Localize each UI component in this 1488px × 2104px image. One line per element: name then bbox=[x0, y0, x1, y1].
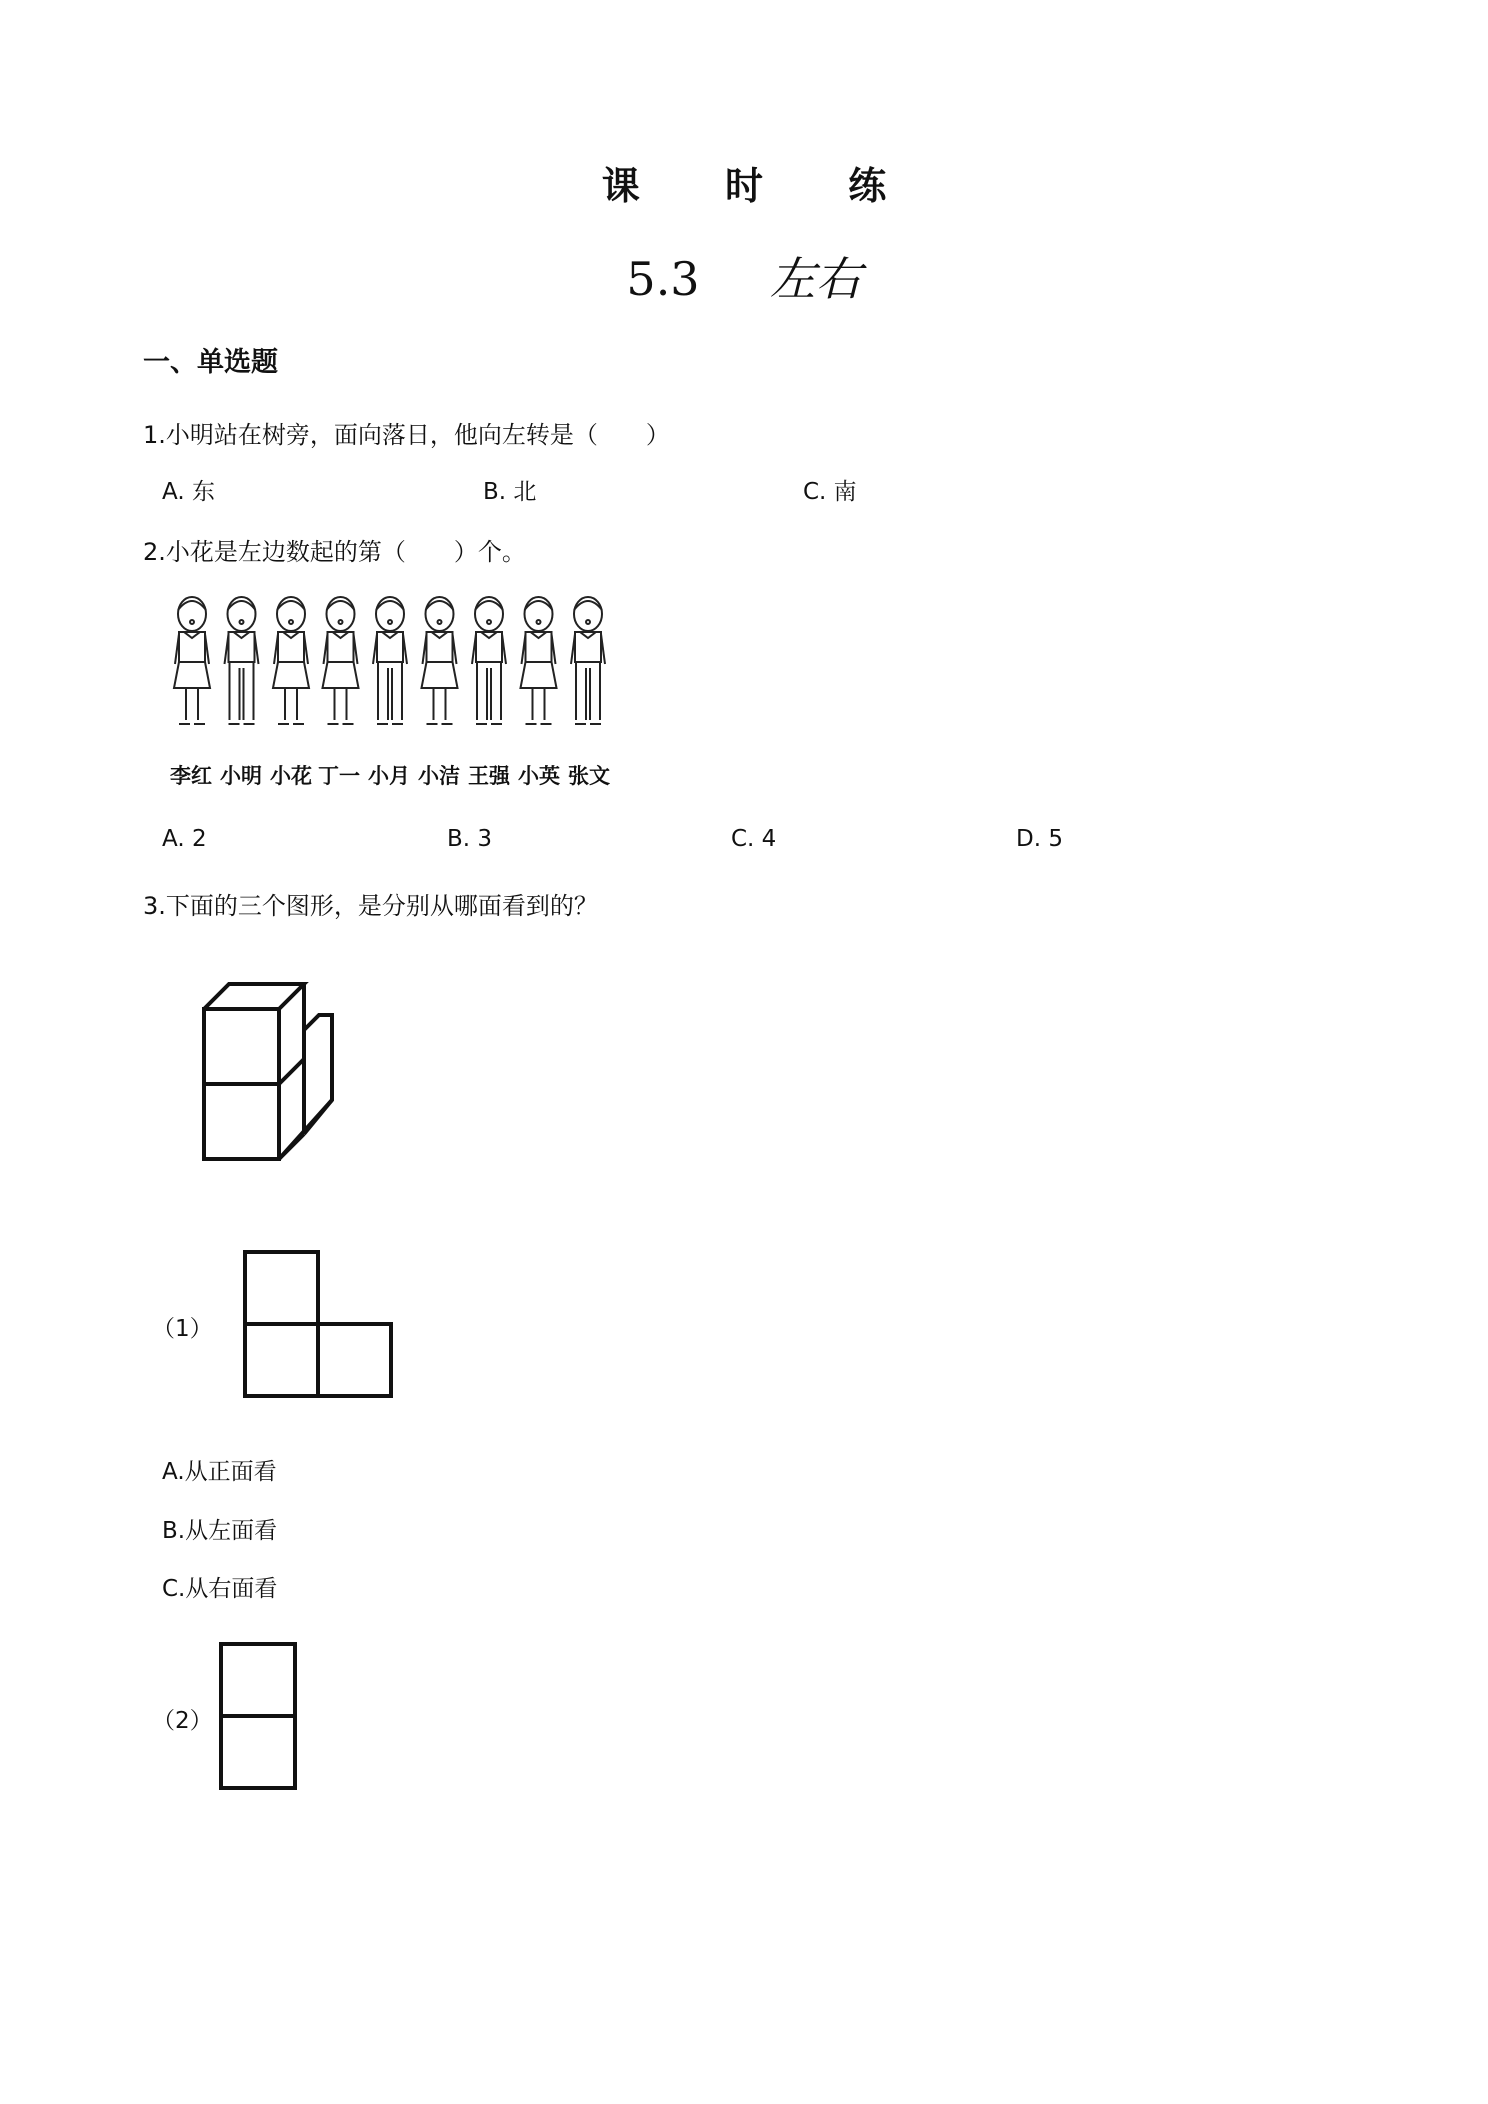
child-name: 小月 bbox=[368, 763, 410, 788]
q3-1-option-a: A.从正面看 bbox=[162, 1459, 277, 1485]
q2-option-d: D. 5 bbox=[1016, 826, 1063, 852]
child-name: 王强 bbox=[468, 763, 510, 788]
sub-question-1-label: （1） bbox=[152, 1316, 213, 1342]
child-name: 丁一 bbox=[318, 763, 360, 788]
child-figure bbox=[472, 597, 506, 724]
lesson-title: 左右 bbox=[769, 252, 862, 306]
child-figure bbox=[373, 597, 407, 724]
q3-1-option-b: B.从左面看 bbox=[162, 1518, 278, 1544]
question-1-text: 1.小明站在树旁，面向落日，他向左转是（ ） bbox=[143, 421, 670, 449]
child-name: 小花 bbox=[270, 763, 312, 788]
child-name: 小明 bbox=[220, 763, 262, 788]
q2-option-c: C. 4 bbox=[731, 826, 777, 852]
q1-option-c: C. 南 bbox=[803, 479, 857, 505]
question-2-text: 2.小花是左边数起的第（ ）个。 bbox=[143, 538, 526, 566]
children-line-illustration bbox=[168, 592, 628, 742]
child-name: 张文 bbox=[568, 763, 610, 788]
child-name: 小英 bbox=[518, 763, 560, 788]
lesson-heading bbox=[0, 243, 1488, 309]
child-figure bbox=[323, 597, 359, 724]
child-name: 李红 bbox=[170, 763, 212, 788]
child-figure bbox=[521, 597, 557, 724]
child-name: 小洁 bbox=[418, 763, 460, 788]
lesson-number: 5.3 bbox=[626, 252, 700, 306]
child-figure bbox=[571, 597, 605, 724]
q1-option-a: A. 东 bbox=[162, 479, 215, 505]
child-figure bbox=[273, 597, 309, 724]
view-1-figure bbox=[243, 1250, 403, 1400]
worksheet-title: 课 时 练 bbox=[601, 163, 923, 208]
section-title: 一、单选题 bbox=[143, 347, 278, 378]
q3-1-option-c: C.从右面看 bbox=[162, 1576, 278, 1602]
q2-option-a: A. 2 bbox=[162, 826, 207, 852]
q1-option-b: B. 北 bbox=[483, 479, 537, 505]
child-figure bbox=[225, 597, 259, 724]
sub-question-2-label: （2） bbox=[152, 1708, 213, 1734]
view-2-figure bbox=[219, 1642, 309, 1792]
cube-stack-figure bbox=[196, 980, 366, 1160]
question-3-text: 3.下面的三个图形，是分别从哪面看到的？ bbox=[143, 892, 598, 920]
children-names-row bbox=[170, 760, 620, 796]
q2-option-b: B. 3 bbox=[447, 826, 493, 852]
child-figure bbox=[422, 597, 458, 724]
child-figure bbox=[174, 597, 210, 724]
